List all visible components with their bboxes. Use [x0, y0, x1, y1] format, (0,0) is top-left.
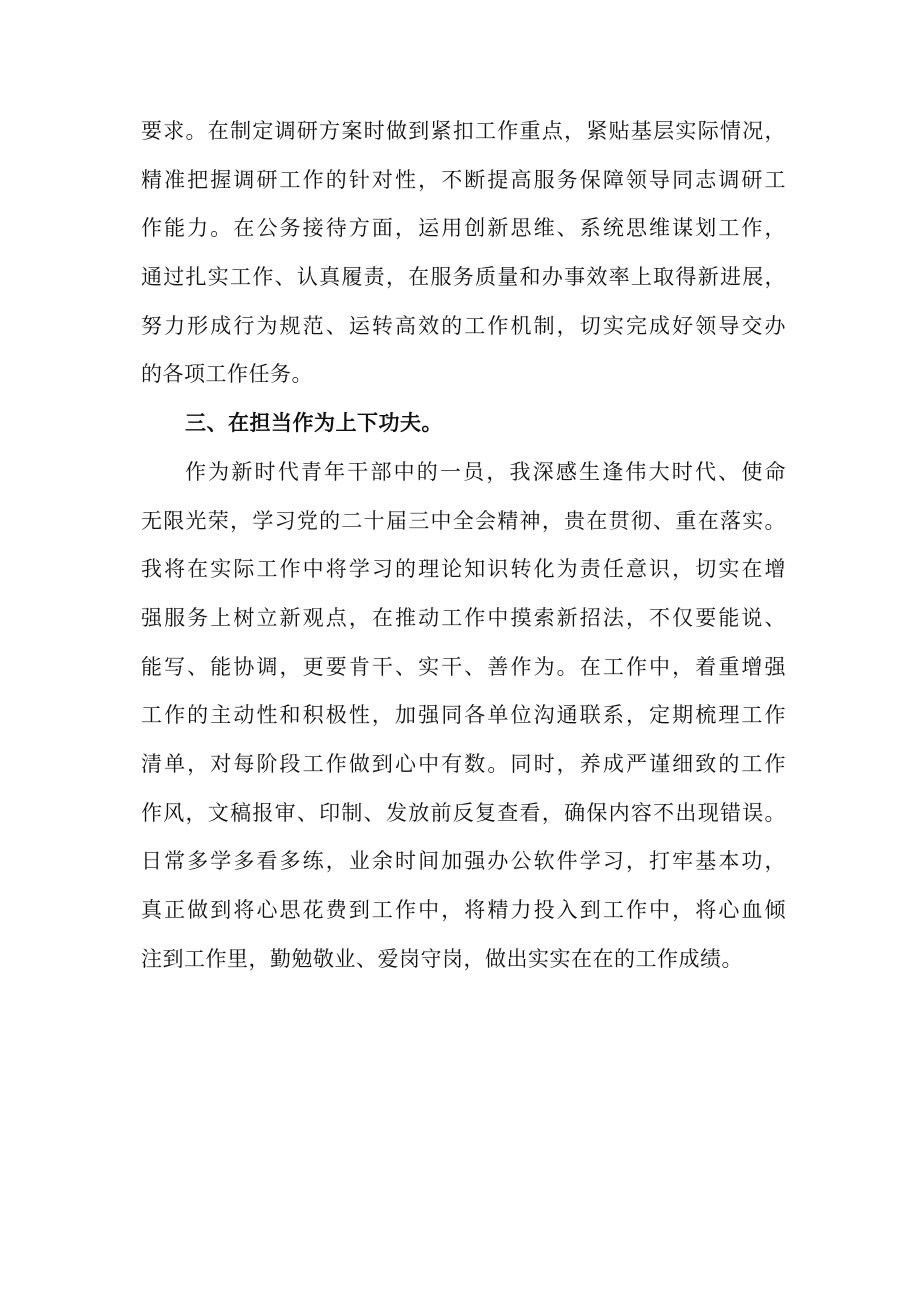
text-line: 注到工作里，勤勉敬业、爱岗守岗，做出实实在在的工作成绩。	[141, 946, 743, 971]
text-line: 真正做到将心思花费到工作中，将精力投入到工作中，将心血倾	[141, 898, 786, 922]
paragraph-section-three	[141, 448, 786, 984]
section-heading: 三、在担当作为上下功夫。	[185, 411, 443, 436]
document-body	[141, 107, 786, 983]
text-line: 努力形成行为规范、运转高效的工作机制，切实完成好领导交办	[141, 313, 786, 338]
text-line: 强服务上树立新观点，在推动工作中摸索新招法，不仅要能说、	[141, 605, 786, 630]
text-line: 作风，文稿报审、印制、发放前反复查看，确保内容不出现错误。	[141, 800, 786, 825]
text-line: 工作的主动性和积极性，加强同各单位沟通联系，定期梳理工作	[141, 703, 786, 728]
text-line: 清单，对每阶段工作做到心中有数。同时，养成严谨细致的工作	[141, 751, 786, 776]
text-line: 作能力。在公务接待方面，运用创新思维、系统思维谋划工作，	[141, 216, 786, 241]
paragraph-continuation	[141, 107, 786, 399]
text-line: 的各项工作任务。	[141, 362, 313, 387]
text-line: 无限光荣，学习党的二十届三中全会精神，贵在贯彻、重在落实。	[141, 508, 786, 533]
text-line: 日常多学多看多练，业余时间加强办公软件学习，打牢基本功，	[141, 849, 786, 874]
text-line: 要求。在制定调研方案时做到紧扣工作重点，紧贴基层实际情况，	[141, 119, 786, 143]
text-line: 能写、能协调，更要肯干、实干、善作为。在工作中，着重增强	[141, 654, 786, 679]
text-line: 精准把握调研工作的针对性，不断提高服务保障领导同志调研工	[141, 167, 786, 192]
text-line: 作为新时代青年干部中的一员，我深感生逢伟大时代、使命	[185, 459, 786, 484]
text-line: 通过扎实工作、认真履责，在服务质量和办事效率上取得新进展，	[141, 265, 786, 290]
text-line: 我将在实际工作中将学习的理论知识转化为责任意识，切实在增	[141, 557, 786, 582]
